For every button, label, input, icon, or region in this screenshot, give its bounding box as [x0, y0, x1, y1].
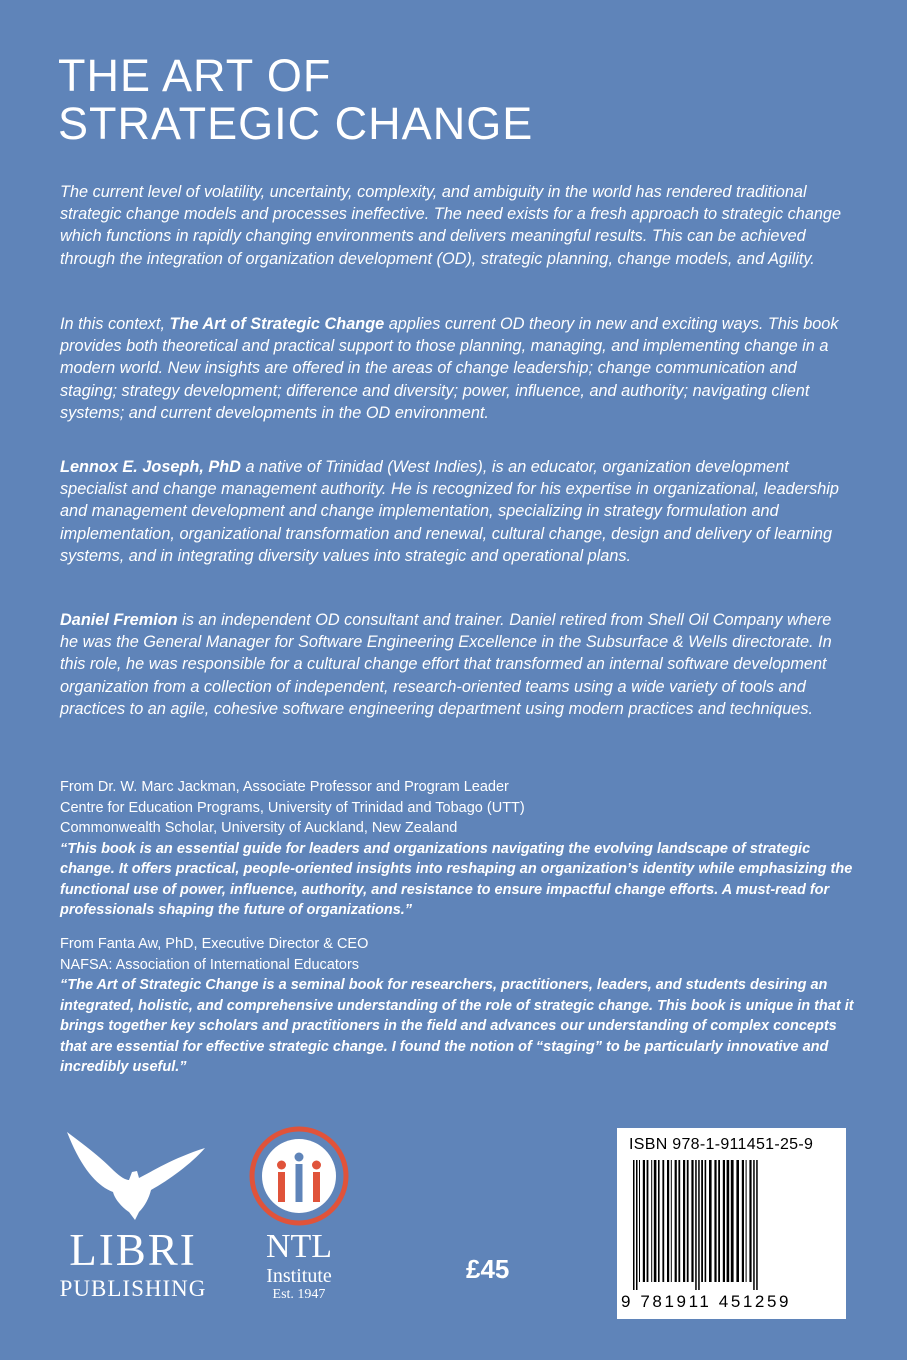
- price: £45: [466, 1254, 510, 1284]
- isbn-number: ISBN 978-1-911451-25-9: [629, 1136, 814, 1153]
- ntl-wordmark: NTL: [265, 1228, 333, 1265]
- libri-publishing-text: PUBLISHING: [59, 1276, 207, 1301]
- blurb-paragraph-2: [60, 313, 850, 424]
- endorser-line: NAFSA: Association of International Educators: [60, 956, 360, 973]
- barcode-digits: 9 781911 451259: [621, 1292, 792, 1311]
- endorser-line: Commonwealth Scholar, University of Auckland, New Zealand: [60, 820, 458, 836]
- endorser-line: From Fanta Aw, PhD, Executive Director & CEO: [60, 936, 369, 952]
- book-title-line2: STRATEGIC CHANGE: [58, 98, 534, 149]
- endorsement-1: [60, 777, 860, 921]
- ntl-established-text: Est. 1947: [272, 1287, 326, 1302]
- book-title: [58, 52, 533, 148]
- author-name-1: Lennox E. Joseph, PhD: [60, 458, 241, 476]
- ntl-institute-logo: [244, 1124, 354, 1314]
- endorser-line: Centre for Education Programs, University of Trinidad and Tobago (UTT): [60, 799, 525, 816]
- isbn-barcode: [617, 1128, 846, 1319]
- author-bio-2: [60, 609, 850, 720]
- bird-icon: [53, 1128, 213, 1224]
- author-name-2: Daniel Fremion: [60, 611, 178, 629]
- libri-wordmark: LIBRI: [69, 1225, 197, 1275]
- ntl-emblem-icon: [244, 1124, 354, 1230]
- endorsement-quote: “The Art of Strategic Change is a seminal book for researchers, practitioners, leaders, and students desiring an integrated, holistic, and comprehensive understanding of the role of strategic change. This book is unique in that it brings together key scholars and practitioners in the field and advances our understanding of complex concepts that are essential for effective strategic change. I found the notion of “staging” to be particularly innovative and incredibly useful.”: [60, 977, 854, 1075]
- ntl-institute-text: Institute: [266, 1265, 332, 1287]
- barcode-bars: [631, 1160, 833, 1290]
- endorser-line: From Dr. W. Marc Jackman, Associate Professor and Program Leader: [60, 779, 509, 795]
- blurb-paragraph-1: The current level of volatility, uncertainty, complexity, and ambiguity in the world has rendered traditional strategic change models and processes ineffective. The need exists for a fresh approach to strategic change which functions in rapidly changing environments and delivers meaningful results. This can be achieved through the integration of organization development (OD), strategic planning, change models, and Agility.: [60, 183, 842, 268]
- blurb-rest: applies current OD theory in new and exciting ways. This book provides both theoretical and practical support to those planning, managing, and implementing change in a modern world. New insights are offered in the areas of change leadership; change communication and staging; strategy development; difference and diversity; power, influence, and authority; navigating client systems; and current developments in the OD environment.: [60, 315, 839, 422]
- author-text-1: a native of Trinidad (West Indies), is an educator, organization development specialist and change management authority. He is recognized for his expertise in organizational, leadership and management development and change implementation, specializing in strategy formulation and implementation, organizational transformation and renewal, cultural change, design and delivery of learning systems, and in integrating diversity values into strategic and operational plans.: [60, 458, 839, 565]
- book-title-line1: THE ART OF: [58, 50, 332, 101]
- endorsement-quote: “This book is an essential guide for leaders and organizations navigating the evolving landscape of strategic change. It offers practical, people-oriented insights into reshaping an organization’s identity while emphasizing the functional use of power, influence, authority, and resistance to ensure impactful change efforts. A must-read for professionals shaping the future of organizations.”: [60, 840, 853, 918]
- author-bio-1: [60, 456, 850, 567]
- endorsement-2: [60, 934, 860, 1078]
- author-text-2: is an independent OD consultant and trainer. Daniel retired from Shell Oil Company where he was the General Manager for Software Engineering Excellence in the Subsurface & Wells directorate. In this role, he was responsible for a cultural change effort that transformed an internal software development organization from a collection of independent, research-oriented teams using a wide variety of tools and practices to an agile, cohesive software engineering department using modern practices and techniques.: [60, 611, 832, 718]
- blurb-lead: In this context,: [60, 315, 170, 333]
- blurb-book-title: The Art of Strategic Change: [169, 315, 385, 333]
- libri-publishing-logo: [38, 1128, 228, 1308]
